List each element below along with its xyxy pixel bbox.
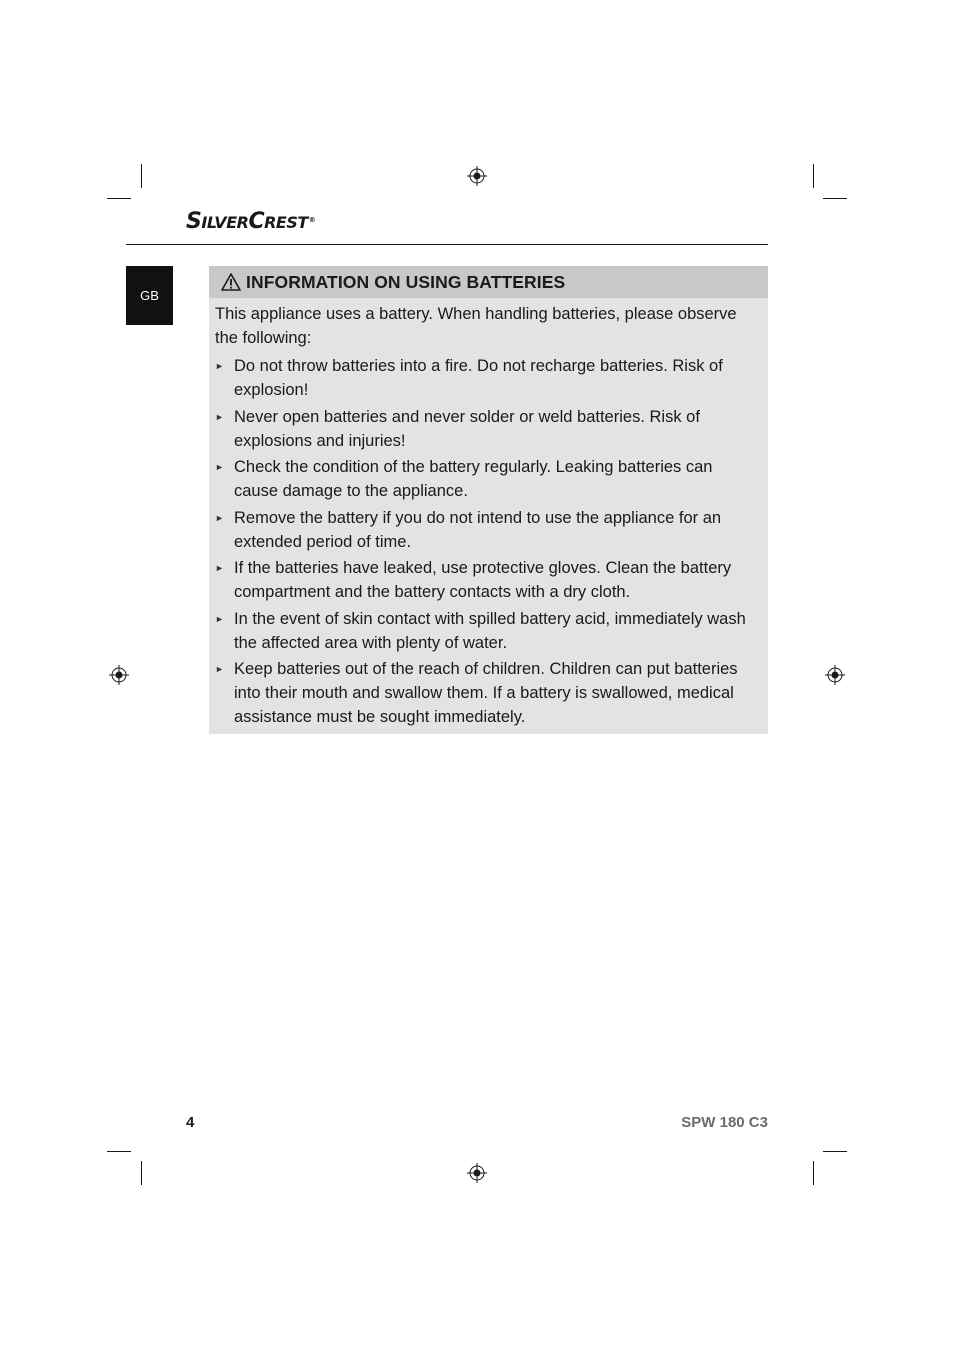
language-tab [126, 266, 173, 325]
registration-mark-icon [109, 665, 129, 685]
list-item: ► If the batteries have leaked, use protective gloves. Clean the battery compartment and the battery contacts with a dry cloth. [209, 556, 759, 604]
registration-mark-icon [825, 665, 845, 685]
list-item: ► Keep batteries out of the reach of children. Children can put batteries into their mouth and swallow them. If a battery is swallowed, medical assistance must be sought immediately. [209, 657, 759, 729]
brand-logo: SILVERCREST® [186, 209, 316, 234]
warning-triangle-icon [221, 273, 241, 291]
list-item: ► Remove the battery if you do not intend to use the appliance for an extended period of time. [209, 506, 759, 554]
crop-mark [813, 164, 814, 188]
battery-info-box [209, 266, 768, 734]
crop-mark [107, 198, 131, 199]
crop-mark [813, 1161, 814, 1185]
list-item: ► Check the condition of the battery regularly. Leaking batteries can cause damage to the appliance. [209, 455, 759, 503]
registration-mark-icon [467, 1163, 487, 1183]
bullet-arrow-icon: ► [215, 664, 224, 674]
bullet-arrow-icon: ► [215, 512, 224, 523]
section-title: INFORMATION ON USING BATTERIES [246, 271, 566, 292]
language-tab-label: GB [140, 288, 159, 303]
bullet-arrow-icon: ► [215, 411, 224, 422]
section-intro: This appliance uses a battery. When handling batteries, please observe the following: [215, 305, 737, 347]
bullet-arrow-icon: ► [215, 361, 224, 371]
registration-mark-icon [467, 166, 487, 186]
model-number: SPW 180 C3 [681, 1114, 768, 1131]
crop-mark [107, 1151, 131, 1152]
list-item: ► Never open batteries and never solder or weld batteries. Risk of explosions and injuries! [209, 405, 759, 453]
crop-mark [141, 164, 142, 188]
bullet-arrow-icon: ► [215, 613, 224, 624]
header-divider [126, 244, 768, 245]
bullet-arrow-icon: ► [215, 462, 224, 472]
battery-safety-list [209, 354, 768, 729]
section-header [209, 266, 768, 298]
list-item: ► In the event of skin contact with spilled battery acid, immediately wash the affected area with plenty of water. [209, 607, 759, 655]
page-number: 4 [186, 1114, 195, 1131]
bullet-arrow-icon: ► [215, 563, 224, 573]
crop-mark [823, 198, 847, 199]
crop-mark [823, 1151, 847, 1152]
crop-mark [141, 1161, 142, 1185]
list-item: ► Do not throw batteries into a fire. Do not recharge batteries. Risk of explosion! [209, 354, 759, 402]
